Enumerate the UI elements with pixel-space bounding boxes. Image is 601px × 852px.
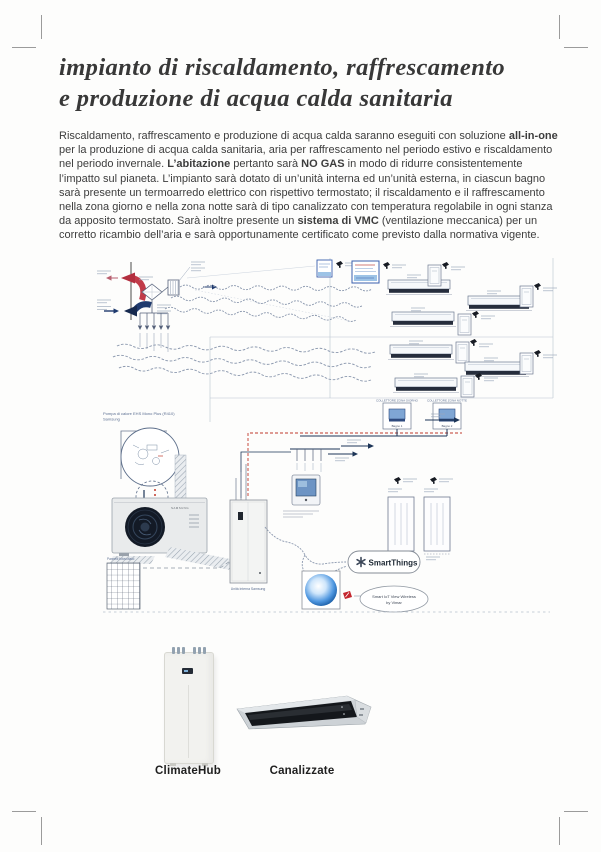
- duct-branch-labels: [140, 333, 168, 352]
- pipe-stub: [182, 647, 185, 654]
- ducted-units-day-zone: [386, 262, 557, 335]
- pipe-stub: [203, 647, 206, 654]
- pipe-stub: [198, 647, 201, 654]
- climatehub-display: [182, 668, 193, 674]
- paragraph-segment: pertanto sarà: [230, 158, 302, 171]
- paragraph-segment: (ventilazione meccanica) per un corretto ricambio dell’aria e sarà opportunamente certificato come previsto dalla normativa vigente.: [59, 215, 540, 242]
- climatehub-caption: ClimateHub: [155, 765, 221, 777]
- panel-seam: [188, 685, 189, 758]
- climatehub-product-image: [164, 646, 214, 764]
- paragraph-segment: Riscaldamento, raffrescamento e produzione di acqua calda saranno eseguiti con soluzione: [59, 130, 509, 142]
- crop-mark-top-right-h: [564, 47, 588, 48]
- intro-paragraph: [59, 129, 559, 243]
- bathroom-collector-boxes: [376, 399, 467, 430]
- ducted-units-night-zone: [388, 339, 557, 397]
- paragraph-segment-bold: NO GAS: [301, 158, 345, 171]
- heat-pump-caption-line1: Pompa di calore EHS Mono Plus (R410): [103, 411, 175, 416]
- vimar-label-line2: by Vimar: [386, 600, 402, 605]
- paragraph-segment-bold: sistema di VMC: [297, 215, 379, 228]
- indoor-unit: [230, 464, 267, 591]
- crop-mark-top-left-v: [41, 15, 42, 39]
- smartthings-badge: [348, 551, 420, 573]
- pipe-stub: [172, 647, 175, 654]
- vimar-label-line1: Smart IoT View Wireless: [372, 594, 416, 599]
- paragraph-segment-bold: L’abitazione: [167, 158, 231, 171]
- crop-mark-top-right-v: [559, 15, 560, 39]
- bath2-label: Bagno 2: [441, 424, 453, 428]
- touchscreen-control-panel: [283, 475, 320, 517]
- vmc-heat-recovery-unit: [97, 262, 217, 352]
- hydraulic-circuit: [241, 414, 462, 498]
- indoor-unit-label: Unità interna Samsung: [230, 587, 266, 591]
- canalizzate-caption: Canalizzate: [269, 765, 335, 777]
- iot-sphere-logo: [305, 574, 337, 606]
- crop-mark-bottom-right-v: [559, 817, 560, 845]
- smartthings-label: SmartThings: [368, 558, 418, 568]
- pipe-stub: [177, 647, 180, 654]
- bath1-label: Bagno 1: [391, 424, 403, 428]
- silencer-coil: [168, 280, 179, 295]
- climatehub-unit-drawing: [164, 652, 214, 764]
- crop-mark-bottom-left-h: [12, 811, 36, 812]
- paragraph-segment: per la produzione di acqua calda sanitaria, aria per raffrescamento nel periodo estivo e riscaldamento nel periodo invernale.: [59, 144, 553, 171]
- pv-panels-label: Pannelli fotovoltaici: [107, 557, 135, 561]
- crop-mark-bottom-right-h: [564, 811, 588, 812]
- crop-mark-top-left-h: [12, 47, 36, 48]
- pipe-stub: [193, 647, 196, 654]
- collector-night-label: COLLETTORE ZONA NOTTE: [427, 398, 467, 403]
- paragraph-segment-bold: all-in-one: [508, 130, 558, 142]
- outdoor-unit: [112, 498, 207, 556]
- crop-mark-bottom-left-v: [41, 817, 42, 845]
- remote-control-boxes: [317, 260, 406, 283]
- vimar-badge: [360, 586, 428, 612]
- page-title-line-1: impianto di riscaldamento, raffrescamento: [59, 54, 506, 81]
- bathroom-cabinets: [388, 477, 453, 560]
- outdoor-unit-brand: SAMSUNG: [171, 506, 189, 510]
- system-diagram: [95, 250, 558, 622]
- page-title-line-2: e produzione di acqua calda sanitaria: [59, 85, 453, 112]
- canalizzate-product-image: [232, 690, 374, 738]
- heat-pump-caption-line2: Samsung: [103, 416, 120, 422]
- collector-day-label: COLLETTORE ZONA GIORNO: [376, 398, 418, 403]
- page-title: [59, 52, 564, 114]
- paragraph-segment: in modo di ridurre consistentemente l’impatto sul pianeta. L’impianto sarà dotato di un’unità interna ed un’unità esterna, in ciascun bagno sarà presente un termoarredo elettrico con rispettivo termostato; il riscaldamento e il raffrescamento nella zona giorno e nella zona notte sarà di tipo canalizzato con temperatura regolabile in ogni stanza da apposito termostato. Sarà inoltre presente un: [59, 158, 553, 228]
- fresh-air-arrow: [135, 304, 151, 310]
